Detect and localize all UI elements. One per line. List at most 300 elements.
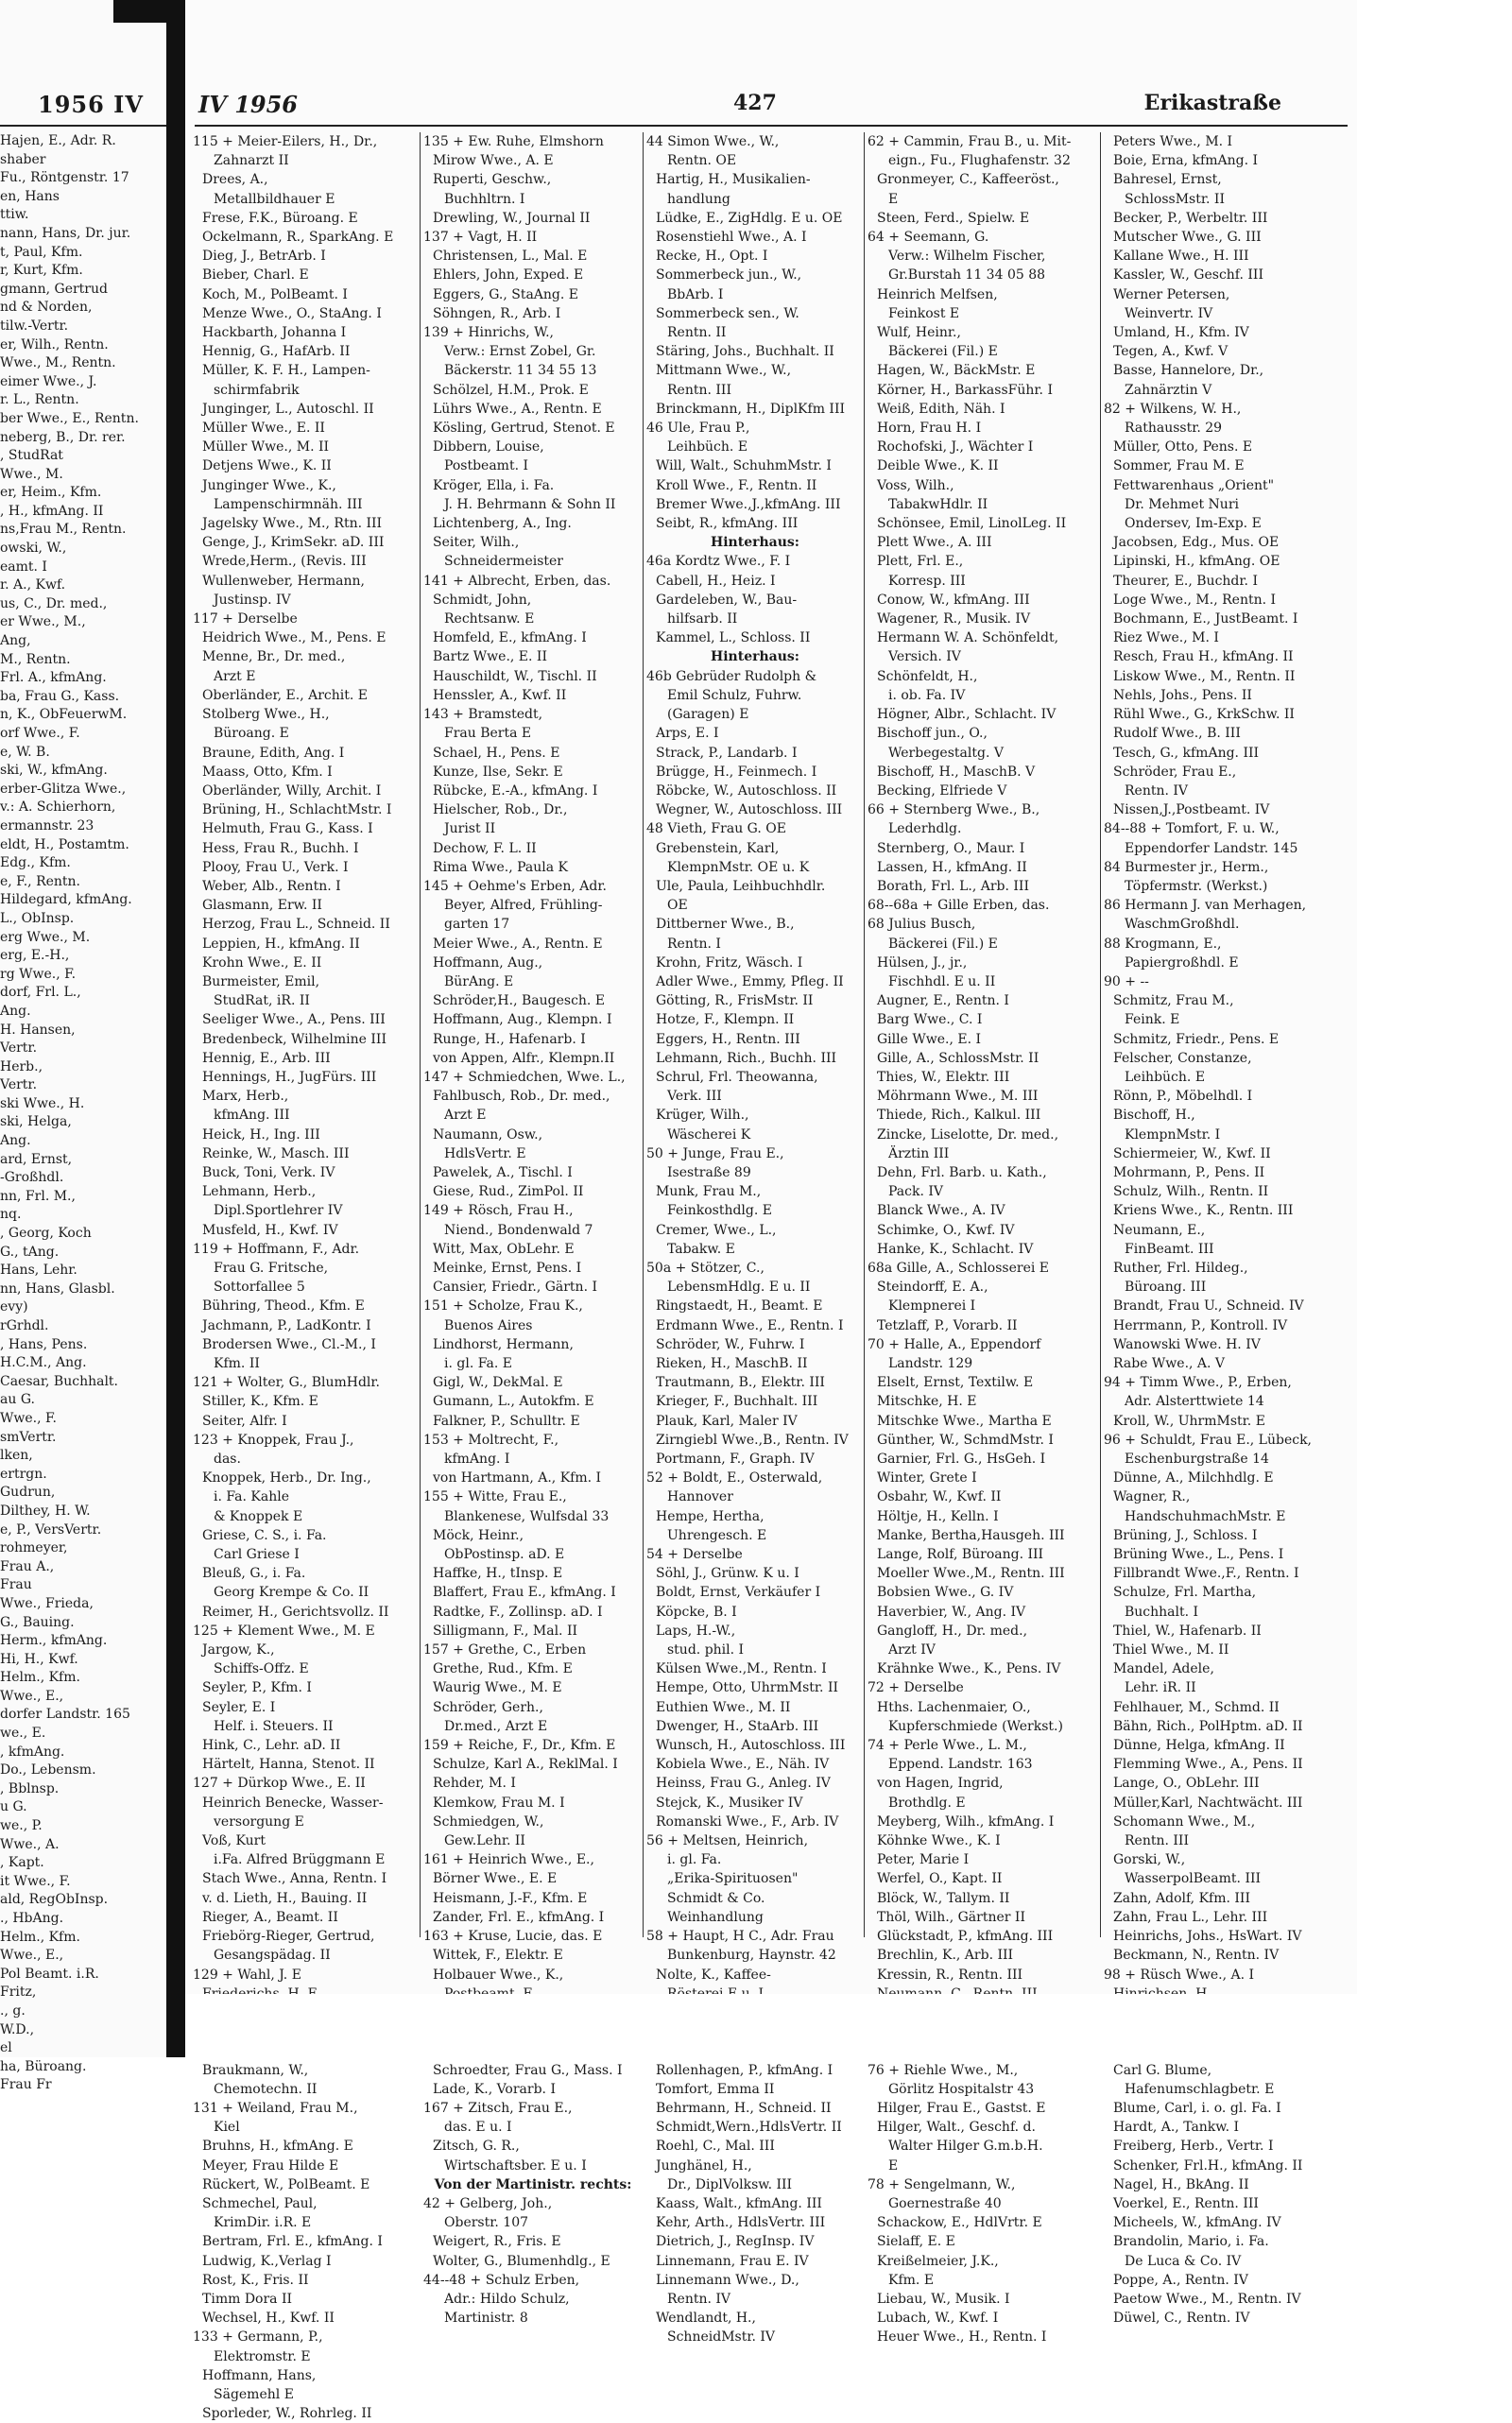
facing-page-line: Vertr. bbox=[0, 1040, 38, 1057]
resident-entry: Steen, Ferd., Spielw. E bbox=[877, 210, 1030, 226]
resident-entry: Rosenstiehl Wwe., A. I bbox=[656, 230, 807, 246]
house-number-entry: 46a Kordtz Wwe., F. I bbox=[646, 554, 791, 570]
facing-page-line: G., tAng. bbox=[0, 1244, 60, 1260]
resident-entry: Jachmann, P., LadKontr. I bbox=[202, 1317, 371, 1333]
resident-entry: Blanck Wwe., A. IV bbox=[877, 1203, 1005, 1219]
resident-entry: KrimDir. i.R. E bbox=[214, 2215, 312, 2231]
resident-entry: Köhnke Wwe., K. I bbox=[877, 1833, 1001, 1849]
resident-entry: Mutscher Wwe., G. III bbox=[1113, 230, 1262, 246]
resident-entry: Detjens Wwe., K. II bbox=[202, 458, 332, 474]
resident-entry: Töpfermstr. (Werkst.) bbox=[1125, 878, 1268, 894]
resident-entry: Grebenstein, Karl, bbox=[656, 840, 780, 856]
resident-entry: Seiter, Alfr. I bbox=[202, 1413, 287, 1429]
resident-entry: Ludwig, K.,Verlag I bbox=[202, 2253, 332, 2269]
facing-page-line: ald, RegObInsp. bbox=[0, 1892, 109, 1908]
facing-page-line: Wwe., F. bbox=[0, 1410, 57, 1426]
resident-entry: Werner Petersen, bbox=[1113, 286, 1230, 302]
resident-entry: Rabe Wwe., A. V bbox=[1113, 1356, 1226, 1371]
resident-entry: Boie, Erna, kfmAng. I bbox=[1113, 153, 1259, 169]
resident-entry: Bäckerei (Fil.) E bbox=[888, 344, 998, 360]
resident-entry: Grethe, Rud., Kfm. E bbox=[433, 1661, 573, 1677]
resident-entry: Müller,Karl, Nachtwächt. III bbox=[1113, 1795, 1303, 1811]
resident-entry: Tomfort, Emma II bbox=[656, 2081, 775, 2097]
resident-entry: Schneidermeister bbox=[444, 554, 563, 570]
resident-entry: Leihbüch. E bbox=[667, 439, 748, 455]
resident-entry: Schönsee, Emil, LinolLeg. II bbox=[877, 516, 1067, 532]
resident-entry: Hess, Frau R., Buchh. I bbox=[202, 840, 359, 856]
resident-entry: Dwenger, H., StaArb. III bbox=[656, 1718, 819, 1734]
resident-entry: Moeller Wwe.,M., Rentn. III bbox=[877, 1566, 1065, 1582]
resident-entry: Pack. IV bbox=[888, 1184, 944, 1200]
resident-entry: Gille Wwe., E. I bbox=[877, 1031, 982, 1047]
house-number-entry: 145 + Oehme's Erben, Adr. bbox=[423, 878, 607, 894]
resident-entry: Wendlandt, H., bbox=[656, 2311, 756, 2327]
resident-entry: Heuer Wwe., H., Rentn. I bbox=[877, 2329, 1047, 2346]
facing-page-line: Caesar, Buchhalt. bbox=[0, 1373, 119, 1389]
resident-entry: Helmuth, Frau G., Kass. I bbox=[202, 821, 373, 837]
resident-entry: Barg Wwe., C. I bbox=[877, 1012, 983, 1028]
resident-entry: Wegner, W., Autoschloss. III bbox=[656, 802, 843, 818]
resident-entry: Thiel Wwe., M. II bbox=[1113, 1642, 1229, 1658]
resident-entry: Bartz Wwe., E. II bbox=[433, 649, 547, 665]
resident-entry: von Appen, Alfr., Klempn.II bbox=[433, 1050, 615, 1066]
resident-entry: Brodersen Wwe., Cl.-M., I bbox=[202, 1336, 376, 1352]
resident-entry: Helf. i. Steuers. II bbox=[214, 1718, 334, 1734]
resident-entry: Stach Wwe., Anna, Rentn. I bbox=[202, 1871, 387, 1887]
resident-entry: Paetow Wwe., M., Rentn. IV bbox=[1113, 2291, 1301, 2307]
resident-entry: Adr. Alsterttwiete 14 bbox=[1125, 1394, 1264, 1410]
facing-page-line: Frau Fr bbox=[0, 2077, 52, 2093]
page-number: 427 bbox=[733, 91, 777, 115]
resident-entry: Jagelsky Wwe., M., Rtn. III bbox=[202, 516, 383, 532]
house-number-entry: 52 + Boldt, E., Osterwald, bbox=[646, 1470, 823, 1486]
resident-entry: Rathausstr. 29 bbox=[1125, 421, 1223, 437]
resident-entry: Wirtschaftsber. E u. I bbox=[444, 2157, 587, 2174]
facing-page-line: er Wwe., M., bbox=[0, 614, 86, 630]
resident-entry: Kfm. II bbox=[214, 1356, 260, 1371]
house-number-entry: 163 + Kruse, Lucie, das. E bbox=[423, 1929, 603, 1945]
resident-entry: Brinckmann, H., DiplKfm III bbox=[656, 401, 846, 417]
resident-entry: Möhrmann Wwe., M. III bbox=[877, 1089, 1039, 1105]
house-number-entry: 115 + Meier-Eilers, H., Dr., bbox=[193, 134, 378, 149]
resident-entry: Drewling, W., Journal II bbox=[433, 210, 591, 226]
resident-entry: HandschuhmachMstr. E bbox=[1125, 1508, 1286, 1524]
resident-entry: Brüning, H., SchlachtMstr. I bbox=[202, 802, 392, 818]
resident-entry: stud. phil. I bbox=[667, 1642, 745, 1658]
resident-entry: Liskow Wwe., M., Rentn. II bbox=[1113, 668, 1296, 684]
facing-page-line: Edg., Kfm. bbox=[0, 855, 71, 871]
resident-entry: Schröder, Gerh., bbox=[433, 1699, 543, 1715]
house-number-entry: 143 + Bramstedt, bbox=[423, 707, 543, 723]
resident-entry: Gigl, W., DekMal. E bbox=[433, 1375, 563, 1391]
facing-page-line: Frl. A., kfmAng. bbox=[0, 670, 107, 686]
facing-page-line: rGrhdl. bbox=[0, 1318, 49, 1333]
resident-entry: Eschenburgstraße 14 bbox=[1125, 1452, 1269, 1468]
resident-entry: Bäckerstr. 11 34 55 13 bbox=[444, 363, 597, 379]
facing-page-line: , H., kfmAng. II bbox=[0, 503, 104, 519]
resident-entry: Kriens Wwe., K., Rentn. III bbox=[1113, 1203, 1294, 1219]
resident-entry: Runge, H., Hafenarb. I bbox=[433, 1031, 586, 1047]
house-number-entry: 78 + Sengelmann, W., bbox=[868, 2176, 1016, 2192]
resident-entry: Hauschildt, W., Tischl. II bbox=[433, 668, 597, 684]
resident-entry: Kiel bbox=[214, 2120, 240, 2136]
resident-entry: Rentn. III bbox=[1125, 1833, 1189, 1849]
resident-entry: Rieger, A., Beamt. II bbox=[202, 1909, 338, 1925]
facing-page-line: Frau A., bbox=[0, 1558, 55, 1574]
resident-entry: Schiermeier, W., Kwf. II bbox=[1113, 1145, 1271, 1161]
resident-entry: Elselt, Ernst, Textilw. E bbox=[877, 1375, 1034, 1391]
facing-page-line: e, P., VersVertr. bbox=[0, 1521, 102, 1538]
house-number-entry: 68--68a + Gille Erben, das. bbox=[868, 898, 1050, 914]
resident-entry: Jacobsen, Edg., Mus. OE bbox=[1113, 535, 1280, 551]
facing-page-line: Wwe., M. bbox=[0, 466, 63, 482]
resident-entry: Lassen, H., kfmAng. II bbox=[877, 859, 1027, 875]
resident-entry: Schomann Wwe., M., bbox=[1113, 1813, 1256, 1830]
page-volume-year: IV 1956 bbox=[198, 91, 298, 118]
resident-entry: Schiffs-Offz. E bbox=[214, 1661, 309, 1677]
resident-entry: Versich. IV bbox=[888, 649, 961, 665]
resident-entry: Liebau, W., Musik. I bbox=[877, 2291, 1010, 2307]
resident-entry: Kobiela Wwe., E., Näh. IV bbox=[656, 1757, 830, 1773]
resident-entry: FinBeamt. III bbox=[1125, 1241, 1214, 1257]
resident-entry: Romanski Wwe., F., Arb. IV bbox=[656, 1813, 839, 1830]
resident-entry: Müller, K. F. H., Lampen- bbox=[202, 363, 370, 379]
resident-entry: Hafenumschlagbetr. E bbox=[1125, 2081, 1275, 2097]
house-number-entry: 157 + Grethe, C., Erben bbox=[423, 1642, 587, 1658]
resident-entry: Boldt, Ernst, Verkäufer I bbox=[656, 1585, 821, 1601]
resident-entry: Sommerbeck jun., W., bbox=[656, 267, 802, 284]
resident-entry: Krohn Wwe., E. II bbox=[202, 954, 322, 971]
facing-page-line: Herm., kfmAng. bbox=[0, 1633, 108, 1649]
resident-entry: Rentn. I bbox=[667, 936, 721, 952]
resident-entry: Georg Krempe & Co. II bbox=[214, 1585, 369, 1601]
resident-entry: Körner, H., BarkassFühr. I bbox=[877, 382, 1053, 398]
resident-entry: Schulz, Wilh., Rentn. II bbox=[1113, 1184, 1269, 1200]
resident-entry: Krähnke Wwe., K., Pens. IV bbox=[877, 1661, 1061, 1677]
resident-entry: Weinvertr. IV bbox=[1125, 305, 1213, 321]
resident-entry: BbArb. I bbox=[667, 286, 724, 302]
resident-entry: Buenos Aires bbox=[444, 1317, 533, 1333]
resident-entry: Bischoff jun., O., bbox=[877, 726, 988, 742]
resident-entry: Musfeld, H., Kwf. IV bbox=[202, 1222, 338, 1238]
resident-entry: Frese, F.K., Büroang. E bbox=[202, 210, 358, 226]
facing-page-line: nq. bbox=[0, 1207, 22, 1223]
house-number-entry: 64 + Seemann, G. bbox=[868, 230, 989, 246]
resident-entry: Deible Wwe., K. II bbox=[877, 458, 999, 474]
resident-entry: Bochmann, E., JustBeamt. I bbox=[1113, 611, 1298, 627]
resident-entry: Wittek, F., Elektr. E bbox=[433, 1948, 563, 1964]
resident-entry: Hilger, Walt., Geschf. d. bbox=[877, 2120, 1036, 2136]
facing-page-line: M., Rentn. bbox=[0, 651, 71, 667]
house-number-entry: 44--48 + Schulz Erben, bbox=[423, 2272, 580, 2288]
facing-page-line: H. Hansen, bbox=[0, 1022, 76, 1038]
resident-entry: Sporleder, W., Rohrleg. II bbox=[202, 2406, 372, 2422]
facing-page-line: Fu., Röntgenstr. 17 bbox=[0, 170, 129, 186]
house-number-entry: 129 + Wahl, J. E bbox=[193, 1967, 301, 1983]
facing-page-line: , Georg, Koch bbox=[0, 1226, 92, 1242]
facing-page-line: , StudRat bbox=[0, 448, 63, 464]
resident-entry: Peters Wwe., M. I bbox=[1113, 134, 1233, 149]
resident-entry: v. d. Lieth, H., Bauing. II bbox=[202, 1890, 368, 1906]
resident-entry: Höltje, H., Kelln. I bbox=[877, 1508, 999, 1524]
house-number-entry: 125 + Klement Wwe., M. E bbox=[193, 1623, 375, 1639]
resident-entry: Thöl, Wilh., Gärtner II bbox=[877, 1909, 1025, 1925]
resident-entry: SchneidMstr. IV bbox=[667, 2329, 776, 2346]
resident-entry: Weiß, Edith, Näh. I bbox=[877, 401, 1005, 417]
facing-page-line: Hans, Lehr. bbox=[0, 1263, 77, 1279]
facing-page-line: r. A., Kwf. bbox=[0, 577, 66, 593]
facing-page-line: evy) bbox=[0, 1299, 28, 1315]
resident-entry: Rieken, H., MaschB. II bbox=[656, 1356, 808, 1371]
resident-entry: Kroll, W., UhrmMstr. E bbox=[1113, 1413, 1265, 1429]
resident-entry: Stolberg Wwe., H., bbox=[202, 707, 330, 723]
facing-page-line: ermannstr. 23 bbox=[0, 817, 94, 833]
resident-entry: Eppendorfer Landstr. 145 bbox=[1125, 840, 1298, 856]
resident-entry: Dünne, Helga, kfmAng. II bbox=[1113, 1738, 1285, 1754]
resident-entry: Hermann W. A. Schönfeldt, bbox=[877, 630, 1059, 646]
facing-page-line: Ang. bbox=[0, 1133, 31, 1149]
resident-entry: Goernestraße 40 bbox=[888, 2195, 1002, 2211]
facing-page-header: 1956 IV bbox=[38, 91, 144, 118]
house-number-entry: 74 + Perle Wwe., L. M., bbox=[868, 1738, 1027, 1754]
resident-entry: SchlossMstr. II bbox=[1125, 191, 1225, 207]
resident-entry: Kallane Wwe., H. III bbox=[1113, 249, 1249, 265]
facing-page-line: Frau bbox=[0, 1577, 32, 1593]
house-number-entry: 44 Simon Wwe., W., bbox=[646, 134, 780, 149]
facing-page-line: n, K., ObFeuerwM. bbox=[0, 707, 128, 723]
facing-page-line: smVertr. bbox=[0, 1429, 57, 1445]
resident-entry: Gumann, L., Autokfm. E bbox=[433, 1394, 594, 1410]
facing-page-line: G., Bauing. bbox=[0, 1614, 75, 1630]
resident-entry: Buchhalt. I bbox=[1125, 1604, 1199, 1620]
resident-entry: Blume, Carl, i. o. gl. Fa. I bbox=[1113, 2100, 1281, 2116]
resident-entry: Meyberg, Wilh., kfmAng. I bbox=[877, 1813, 1055, 1830]
resident-entry: Gardeleben, W., Bau- bbox=[656, 592, 798, 608]
resident-entry: Hths. Lachenmaier, O., bbox=[877, 1699, 1031, 1715]
facing-page-line: we., P. bbox=[0, 1818, 43, 1834]
facing-page-line: er, Heim., Kfm. bbox=[0, 485, 102, 501]
house-number-entry: 131 + Weiland, Frau M., bbox=[193, 2100, 358, 2116]
resident-entry: Klempnerei I bbox=[888, 1298, 976, 1315]
resident-entry: Lehmann, Herb., bbox=[202, 1184, 317, 1200]
resident-entry: Müller Wwe., M. II bbox=[202, 439, 330, 455]
house-number-entry: 82 + Wilkens, W. H., bbox=[1104, 401, 1242, 417]
resident-entry: Fillbrandt Wwe.,F., Rentn. I bbox=[1113, 1566, 1299, 1582]
resident-entry: Kröger, Ella, i. Fa. bbox=[433, 477, 555, 493]
resident-entry: Hagen, W., BäckMstr. E bbox=[877, 363, 1036, 379]
resident-entry: J. H. Behrmann & Sohn II bbox=[444, 496, 616, 512]
facing-page-line: v.: A. Schierhorn, bbox=[0, 799, 116, 816]
house-number-entry: 62 + Cammin, Frau B., u. Mit- bbox=[868, 134, 1072, 149]
resident-entry: Götting, R., FrisMstr. II bbox=[656, 993, 814, 1009]
facing-page-line: Wwe., E., bbox=[0, 1948, 64, 1964]
resident-entry: Heick, H., Ing. III bbox=[202, 1126, 320, 1143]
resident-entry: Isestraße 89 bbox=[667, 1164, 751, 1180]
resident-entry: Brüning, J., Schloss. I bbox=[1113, 1527, 1258, 1543]
facing-page-line: el bbox=[0, 2040, 12, 2056]
resident-entry: Krüger, Wilh., bbox=[656, 1108, 749, 1124]
resident-entry: Rollenhagen, P., kfmAng. I bbox=[656, 2062, 833, 2078]
resident-entry: das. bbox=[214, 1452, 241, 1468]
section-heading: Hinterhaus: bbox=[711, 535, 799, 551]
resident-entry: Söhngen, R., Arb. I bbox=[433, 305, 561, 321]
resident-entry: Wanowski Wwe. H. IV bbox=[1113, 1336, 1261, 1352]
resident-entry: Timm Dora II bbox=[202, 2291, 293, 2307]
facing-page-line: ard, Ernst, bbox=[0, 1151, 73, 1167]
resident-entry: Rönn, P., Möbelhdl. I bbox=[1113, 1089, 1253, 1105]
facing-page-line: Pol Beamt. i.R. bbox=[0, 1966, 99, 1982]
resident-entry: Hilger, Frau E., Gastst. E bbox=[877, 2100, 1046, 2116]
resident-entry: Gr.Burstah 11 34 05 88 bbox=[888, 267, 1046, 284]
resident-entry: Lichtenberg, A., Ing. bbox=[433, 516, 572, 532]
resident-entry: Holbauer Wwe., K., bbox=[433, 1967, 564, 1983]
resident-entry: Euthien Wwe., M. II bbox=[656, 1699, 791, 1715]
resident-entry: (Garagen) E bbox=[667, 707, 749, 723]
resident-entry: Uhrengesch. E bbox=[667, 1527, 767, 1543]
resident-entry: StudRat, iR. II bbox=[214, 993, 310, 1009]
resident-entry: Giese, Rud., ZimPol. II bbox=[433, 1184, 584, 1200]
resident-entry: Gorski, W., bbox=[1113, 1852, 1186, 1868]
resident-entry: Dechow, F. L. II bbox=[433, 840, 537, 856]
resident-entry: Adr.: Hildo Schulz, bbox=[444, 2291, 570, 2307]
resident-entry: Tabakw. E bbox=[667, 1241, 735, 1257]
resident-entry: Verw.: Wilhelm Fischer, bbox=[888, 249, 1046, 265]
resident-entry: Bischoff, H., MaschB. V bbox=[877, 764, 1036, 780]
house-number-entry: 167 + Zitsch, Frau E., bbox=[423, 2100, 573, 2116]
resident-entry: Heinrichs, Johs., HsWart. IV bbox=[1113, 1929, 1302, 1945]
resident-entry: Erdmann Wwe., E., Rentn. I bbox=[656, 1317, 844, 1333]
resident-entry: Schmitz, Friedr., Pens. E bbox=[1113, 1031, 1280, 1047]
resident-entry: Gille, A., SchlossMstr. II bbox=[877, 1050, 1040, 1066]
resident-entry: Meinke, Ernst, Pens. I bbox=[433, 1260, 582, 1276]
house-number-entry: 137 + Vagt, H. II bbox=[423, 230, 538, 246]
resident-entry: Wunsch, H., Autoschloss. III bbox=[656, 1738, 846, 1754]
facing-page-line: ertrgn. bbox=[0, 1466, 47, 1482]
resident-entry: Linnemann, Frau E. IV bbox=[656, 2253, 809, 2269]
facing-page-line: Helm., Kfm. bbox=[0, 1670, 80, 1686]
resident-entry: Ruther, Frl. Hildeg., bbox=[1113, 1260, 1248, 1276]
house-number-entry: 155 + Witte, Frau E., bbox=[423, 1489, 567, 1505]
facing-page-line: it Wwe., F. bbox=[0, 1873, 71, 1889]
resident-entry: Heinss, Frau G., Anleg. IV bbox=[656, 1776, 831, 1792]
resident-entry: Wagner, R., bbox=[1113, 1489, 1191, 1505]
facing-page-line: Do., Lebensm. bbox=[0, 1762, 96, 1779]
resident-entry: Bahresel, Ernst, bbox=[1113, 172, 1222, 188]
facing-page-line: eldt, H., Postamtm. bbox=[0, 836, 129, 852]
facing-page-line: rg Wwe., F. bbox=[0, 966, 77, 982]
house-number-entry: 151 + Scholze, Frau K., bbox=[423, 1298, 583, 1315]
resident-entry: Kunze, Ilse, Sekr. E bbox=[433, 764, 563, 780]
resident-entry: Dietrich, J., RegInsp. IV bbox=[656, 2234, 815, 2250]
facing-page-line: Wwe., Frieda, bbox=[0, 1595, 94, 1611]
facing-page-line: Fritz, bbox=[0, 1985, 37, 2001]
resident-entry: Voß, Kurt bbox=[202, 1833, 266, 1849]
resident-entry: Stiller, K., Kfm. E bbox=[202, 1394, 318, 1410]
facing-page-line: owski, W., bbox=[0, 541, 67, 557]
resident-entry: Meier Wwe., A., Rentn. E bbox=[433, 936, 603, 952]
column-divider bbox=[420, 132, 421, 1937]
resident-entry: Mandel, Adele, bbox=[1113, 1661, 1214, 1677]
resident-entry: Menne, Br., Dr. med., bbox=[202, 649, 346, 665]
facing-page-line: e, F., Rentn. bbox=[0, 873, 81, 889]
facing-page-line: dorf, Frl. L., bbox=[0, 985, 81, 1001]
resident-entry: Winter, Grete I bbox=[877, 1470, 977, 1486]
resident-entry: Hülsen, J., jr., bbox=[877, 954, 968, 971]
resident-entry: Lindhorst, Hermann, bbox=[433, 1336, 574, 1352]
resident-entry: Beyer, Alfred, Frühling- bbox=[444, 898, 603, 914]
resident-entry: Lange, O., ObLehr. III bbox=[1113, 1776, 1260, 1792]
resident-entry: kfmAng. III bbox=[214, 1108, 290, 1124]
resident-entry: Wrede,Herm., (Revis. III bbox=[202, 554, 367, 570]
resident-entry: Hackbarth, Johanna I bbox=[202, 325, 347, 341]
facing-page-line: ski, Helga, bbox=[0, 1114, 72, 1130]
resident-entry: Brandt, Frau U., Schneid. IV bbox=[1113, 1298, 1304, 1315]
facing-page-line: u G. bbox=[0, 1799, 27, 1815]
resident-entry: Rudolf Wwe., B. III bbox=[1113, 726, 1241, 742]
resident-entry: Hoffmann, Hans, bbox=[202, 2367, 317, 2383]
resident-entry: Resch, Frau H., kfmAng. II bbox=[1113, 649, 1294, 665]
resident-entry: Fettwarenhaus „Orient" bbox=[1113, 477, 1275, 493]
resident-entry: Blaffert, Frau E., kfmAng. I bbox=[433, 1585, 616, 1601]
facing-page-line: shaber bbox=[0, 151, 46, 167]
facing-page-left bbox=[0, 0, 166, 2093]
resident-entry: Gesangspädag. II bbox=[214, 1948, 331, 1964]
resident-entry: Carl G. Blume, bbox=[1113, 2062, 1212, 2078]
resident-entry: Blankenese, Wulfsdal 33 bbox=[444, 1508, 610, 1524]
resident-entry: Hoffmann, Aug., bbox=[433, 954, 543, 971]
facing-page-line: er, Wilh., Rentn. bbox=[0, 336, 109, 352]
house-number-entry: 48 Vieth, Frau G. OE bbox=[646, 821, 786, 837]
resident-entry: ObPostinsp. aD. E bbox=[444, 1547, 565, 1563]
facing-page-line: we., E. bbox=[0, 1726, 46, 1742]
facing-page-line: , Kapt. bbox=[0, 1855, 44, 1871]
resident-entry: Kupferschmiede (Werkst.) bbox=[888, 1718, 1063, 1734]
resident-entry: Arps, E. I bbox=[656, 726, 719, 742]
resident-entry: Loge Wwe., M., Rentn. I bbox=[1113, 592, 1277, 608]
resident-entry: Frau Berta E bbox=[444, 726, 532, 742]
resident-entry: Bredenbeck, Wilhelmine III bbox=[202, 1031, 387, 1047]
facing-page-line: Dilthey, H. W. bbox=[0, 1503, 91, 1519]
facing-page-line: nn, Hans, Glasbl. bbox=[0, 1280, 115, 1297]
house-number-entry: 127 + Dürkop Wwe., E. II bbox=[193, 1776, 366, 1792]
resident-entry: LebensmHdlg. E u. II bbox=[667, 1280, 811, 1296]
resident-entry: Zahnärztin V bbox=[1125, 382, 1212, 398]
house-number-entry: 159 + Reiche, F., Dr., Kfm. E bbox=[423, 1738, 616, 1754]
resident-entry: Sternberg, O., Maur. I bbox=[877, 840, 1025, 856]
facing-page-line: gmann, Gertrud bbox=[0, 281, 108, 297]
resident-entry: versorgung E bbox=[214, 1813, 304, 1830]
resident-entry: Umland, H., Kfm. IV bbox=[1113, 325, 1249, 341]
resident-entry: Seyler, P., Kfm. I bbox=[202, 1680, 312, 1696]
house-number-entry: 139 + Hinrichs, W., bbox=[423, 325, 555, 341]
facing-page-line: , Hans, Pens. bbox=[0, 1336, 88, 1352]
resident-entry: Ockelmann, R., SparkAng. E bbox=[202, 230, 394, 246]
resident-entry: Härtelt, Hanna, Stenot. II bbox=[202, 1757, 375, 1773]
resident-entry: Lange, Rolf, Büroang. III bbox=[877, 1547, 1044, 1563]
resident-entry: Ruperti, Geschw., bbox=[433, 172, 552, 188]
resident-entry: Weinhandlung bbox=[667, 1909, 764, 1925]
resident-entry: Seiter, Wilh., bbox=[433, 535, 520, 551]
resident-entry: Fehlhauer, M., Schmd. II bbox=[1113, 1699, 1280, 1715]
resident-entry: i. ob. Fa. IV bbox=[888, 687, 966, 703]
resident-entry: Mitschke, H. E bbox=[877, 1394, 977, 1410]
facing-page-line: nn, Frl. M., bbox=[0, 1188, 76, 1204]
resident-entry: Tetzlaff, P., Vorarb. II bbox=[877, 1317, 1018, 1333]
resident-entry: Heidrich Wwe., M., Pens. E bbox=[202, 630, 387, 646]
resident-entry: Voerkel, E., Rentn. III bbox=[1113, 2195, 1259, 2211]
facing-page-line: erber-Glitza Wwe., bbox=[0, 781, 127, 797]
resident-entry: Günther, W., SchmdMstr. I bbox=[877, 1432, 1054, 1448]
